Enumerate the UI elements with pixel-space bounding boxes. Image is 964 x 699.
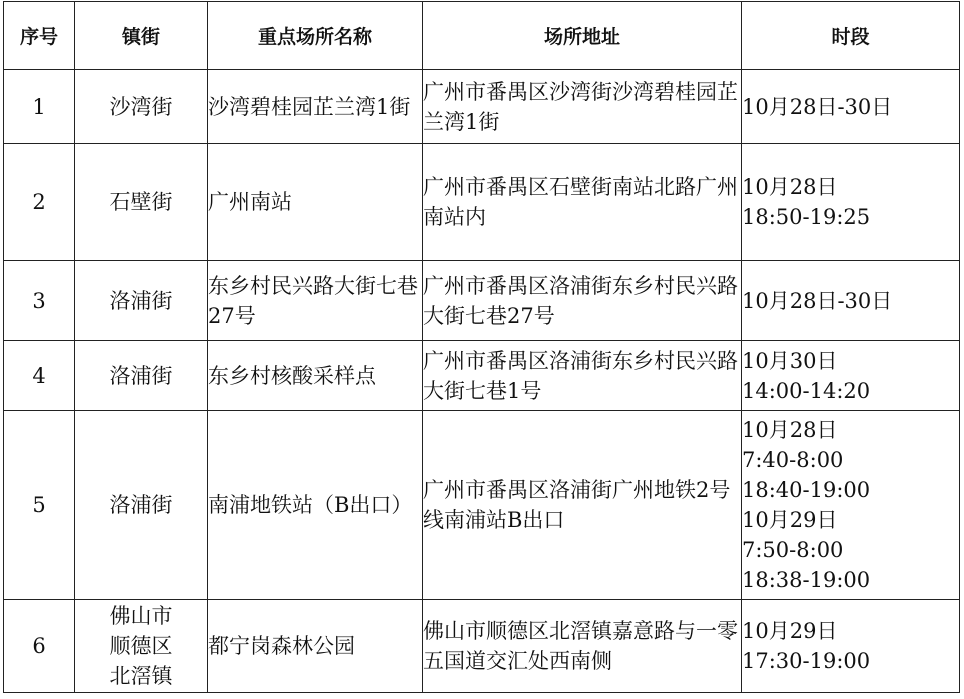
row-address-text: 广州市番禺区洛浦街广州地铁2号线南浦站B出口	[423, 478, 731, 532]
table-row	[4, 70, 960, 144]
row-place	[208, 600, 423, 693]
header-street: 镇街	[75, 2, 208, 70]
row-place	[208, 144, 423, 261]
row-street	[75, 411, 208, 600]
row-index-text: 3	[32, 288, 46, 313]
table-row	[4, 600, 960, 693]
row-time-line: 18:50-19:25	[742, 205, 871, 229]
row-index	[4, 144, 75, 261]
row-time	[742, 70, 960, 144]
row-index-text: 2	[32, 190, 46, 214]
row-street	[75, 261, 208, 341]
row-street-text: 石壁街	[109, 190, 173, 214]
header-place: 重点场所名称	[208, 2, 423, 70]
row-street-text: 顺德区	[109, 634, 173, 658]
row-time	[742, 411, 960, 600]
table-body	[4, 70, 960, 693]
header-address: 场所地址	[423, 2, 742, 70]
row-time-line: 10月28日	[742, 418, 838, 442]
row-index	[4, 70, 75, 144]
row-index	[4, 411, 75, 600]
row-index-text: 1	[32, 94, 46, 119]
row-address-text: 广州市番禺区沙湾街沙湾碧桂园芷兰湾1街	[423, 79, 738, 134]
row-time-line: 10月28日-30日	[742, 288, 893, 313]
row-place-text: 南浦地铁站（B出口）	[208, 493, 413, 517]
row-street-text: 沙湾街	[109, 94, 173, 119]
row-address-text: 广州市番禺区石壁街南站北路广州南站内	[423, 175, 738, 229]
row-time	[742, 341, 960, 411]
row-time-line: 10月28日	[742, 175, 838, 199]
row-place-text: 广州南站	[208, 190, 292, 214]
table-row	[4, 261, 960, 341]
row-time-line: 10月28日-30日	[742, 94, 893, 119]
row-street-text: 洛浦街	[109, 288, 173, 313]
row-time-line: 14:00-14:20	[742, 378, 871, 403]
header-index: 序号	[4, 2, 75, 70]
row-street-text: 洛浦街	[109, 363, 173, 388]
row-street	[75, 144, 208, 261]
header-time: 时段	[742, 2, 960, 70]
row-index-text: 5	[32, 493, 46, 517]
row-index-text: 6	[32, 634, 46, 658]
table-row	[4, 341, 960, 411]
row-place	[208, 70, 423, 144]
row-street	[75, 70, 208, 144]
table-row	[4, 144, 960, 261]
row-address	[423, 411, 742, 600]
row-address	[423, 144, 742, 261]
row-place-text: 东乡村核酸采样点	[208, 363, 376, 388]
row-street-text: 北滘镇	[109, 664, 173, 688]
row-place-text: 东乡村民兴路大街七巷27号	[208, 273, 418, 328]
row-address	[423, 341, 742, 411]
row-street	[75, 341, 208, 411]
key-locations-table	[3, 1, 960, 693]
row-street-text: 洛浦街	[109, 493, 173, 517]
row-time-line: 18:40-19:00	[742, 478, 871, 502]
table-row	[4, 411, 960, 600]
row-time-line: 10月29日	[742, 508, 838, 532]
row-time-line: 10月30日	[742, 348, 838, 373]
row-address-text: 广州市番禺区洛浦街东乡村民兴路大街七巷27号	[423, 273, 738, 328]
row-address	[423, 600, 742, 693]
row-street-text: 佛山市	[109, 604, 173, 628]
table-header	[4, 2, 960, 70]
row-address	[423, 261, 742, 341]
row-time-line: 18:38-19:00	[742, 568, 871, 592]
row-address-text: 佛山市顺德区北滘镇嘉意路与一零五国道交汇处西南侧	[423, 619, 738, 673]
row-time	[742, 261, 960, 341]
row-place-text: 都宁岗森林公园	[208, 634, 355, 658]
row-place	[208, 411, 423, 600]
row-address	[423, 70, 742, 144]
row-address-text: 广州市番禺区洛浦街东乡村民兴路大街七巷1号	[423, 348, 738, 403]
row-time-line: 10月29日	[742, 619, 838, 643]
row-time-line: 17:30-19:00	[742, 649, 871, 673]
header-row	[4, 2, 960, 70]
row-place	[208, 261, 423, 341]
row-index-text: 4	[32, 363, 46, 388]
row-index	[4, 341, 75, 411]
row-time-line: 7:50-8:00	[742, 538, 844, 562]
row-index	[4, 600, 75, 693]
row-street	[75, 600, 208, 693]
row-time-line: 7:40-8:00	[742, 448, 844, 472]
row-place	[208, 341, 423, 411]
row-time	[742, 600, 960, 693]
row-index	[4, 261, 75, 341]
row-time	[742, 144, 960, 261]
row-place-text: 沙湾碧桂园芷兰湾1街	[208, 94, 411, 119]
